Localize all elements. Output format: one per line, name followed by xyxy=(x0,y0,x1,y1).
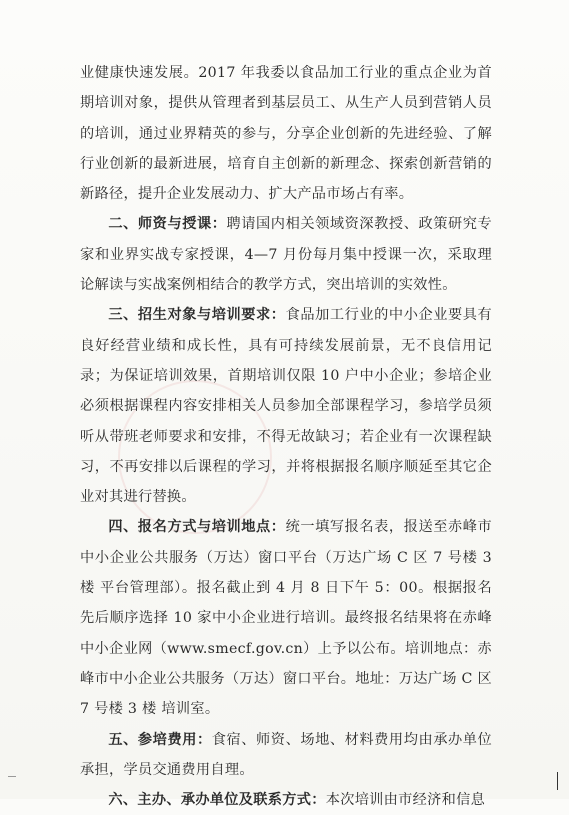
document-body xyxy=(80,58,492,815)
section-faculty xyxy=(80,209,492,300)
section-text: 统一填写报名表，报送至赤峰市中小企业公共服务（万达）窗口平台（万达广场 C 区 7 号楼 3 楼 平台管理部）。报名截止到 4 月 8 日下午 5：00。根据报名先后顺序选择 10 家中小企业进行培训。最终报名结果将在赤峰中小企业网（www.smecf.gov.cn）上予以公布。培训地点：赤峰市中小企业公共服务（万达）窗口平台。地址：万达广场 C 区 7 号楼 3 楼 培训室。 xyxy=(80,519,493,718)
crop-mark xyxy=(8,776,16,777)
section-text: 食品加工行业的中小企业要具有良好经营业绩和成长性，具有可持续发展前景，无不良信用记录；为保证培训效果，首期培训仅限 10 户中小企业；参培企业必须根据课程内容安排相关人员参加全部课程学习，参培学员须听从带班老师要求和安排，不得无故缺习；若企业有一次课程缺习，不再安排以后课程的学习，并将根据报名顺序顺延至其它企业对其进行替换。 xyxy=(80,307,493,506)
section-text: 聘请国内相关领域资深教授、政策研究专家和业界实战专家授课，4—7 月份每月集中授课一次，采取理论解读与实战案例相结合的教学方式，突出培训的实效性。 xyxy=(80,216,492,294)
section-registration xyxy=(80,512,492,724)
section-fees xyxy=(80,725,492,786)
section-text: 本次培训由市经济和信息 xyxy=(325,792,486,809)
crop-mark xyxy=(557,772,558,790)
section-heading: 二、师资与授课： xyxy=(108,216,227,233)
paragraph-intro: 业健康快速发展。2017 年我委以食品加工行业的重点企业为首期培训对象，提供从管理者到基层员工、从生产人员到营销人员的培训，通过业界精英的参与，分享企业创新的先进经验、了解行业创新的最新进展，培育自主创新的新理念、探索创新营销的新路径，提升企业发展动力、扩大产品市场占有率。 xyxy=(80,65,492,203)
section-text: 食宿、师资、场地、材料费用均由承办单位承担，学员交通费用自理。 xyxy=(80,731,492,778)
section-organizers xyxy=(80,785,492,815)
section-heading: 五、参培费用： xyxy=(108,731,212,748)
section-enrollment xyxy=(80,300,492,512)
section-heading: 三、招生对象与培训要求： xyxy=(108,307,286,324)
section-heading: 四、报名方式与培训地点： xyxy=(108,519,286,536)
section-heading: 六、主办、承办单位及联系方式： xyxy=(108,792,326,809)
